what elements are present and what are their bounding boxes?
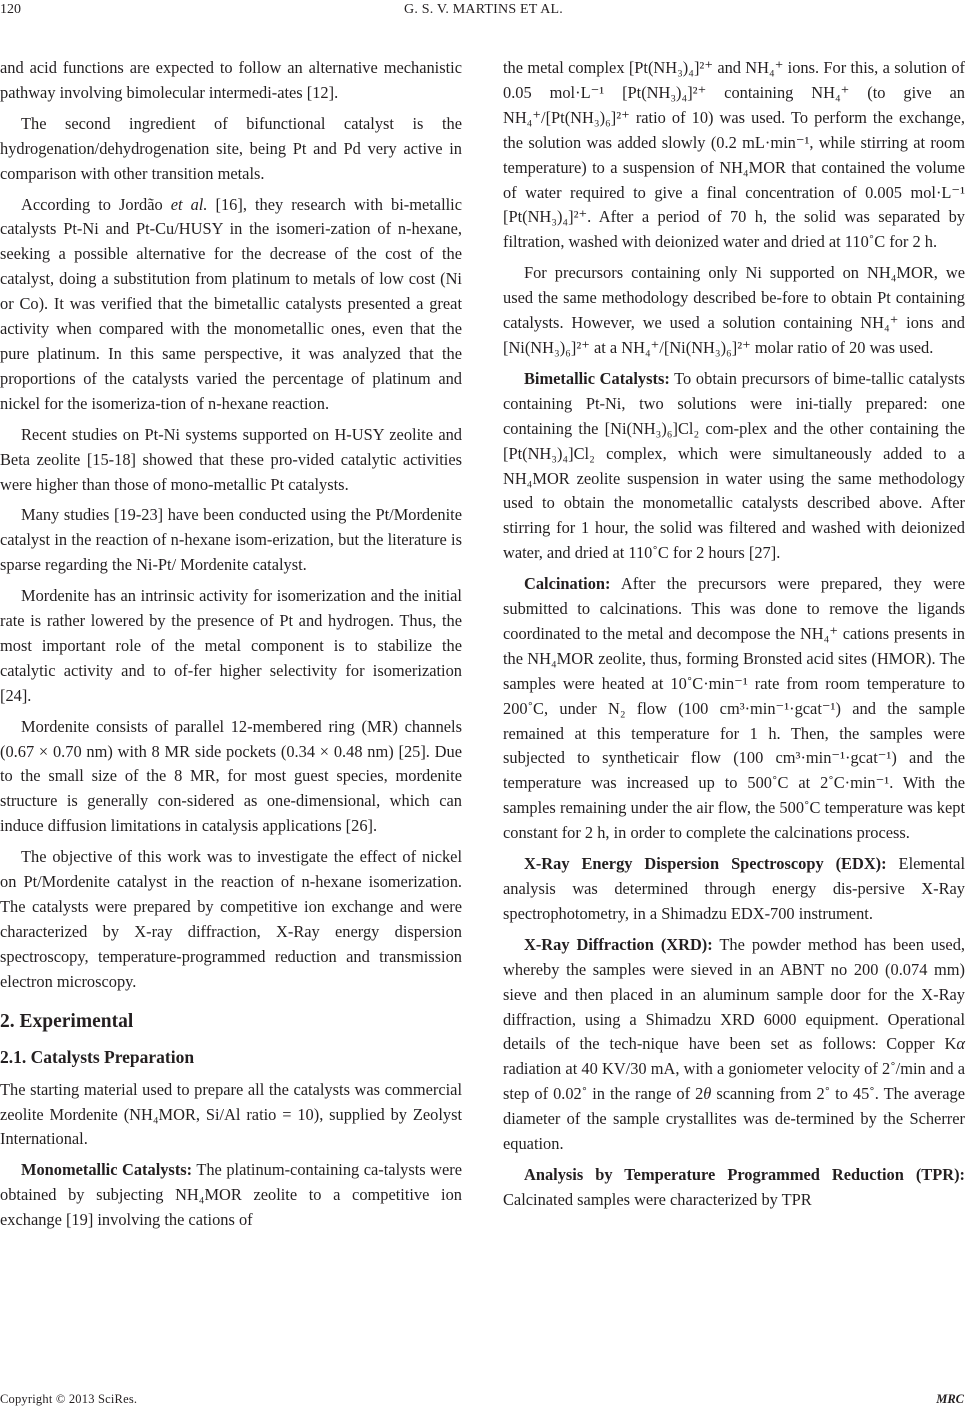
subsection-heading: 2.1. Catalysts Preparation	[0, 1046, 195, 1067]
paragraph-lead: X-Ray Energy Dispersion Spectroscopy (EDX):	[524, 854, 887, 874]
text-run: radiation at 40 KV/30 mA, with a goniometer velocity of 2˚/min and a step of 0.02˚ in the range of 2	[503, 1059, 965, 1104]
paragraph: Mordenite has an intrinsic activity for isomerization and the initial rate is rather lowered by the presence of Pt and hydrogen. Thus, the most important role of the metal component is to stabilize the catalytic activity and to of-fer higher selectivity for isomerization [24].	[0, 586, 462, 705]
section-heading: 2. Experimental	[0, 1010, 134, 1032]
paragraph	[503, 367, 965, 566]
text-run: scanning from 2˚ to 45˚. The average diameter of the sample crystallites was de-termined by the Scherrer equation.	[503, 1084, 966, 1154]
paragraph-lead: X-Ray Diffraction (XRD):	[524, 934, 713, 954]
paragraph: Recent studies on Pt-Ni systems supported on H-USY zeolite and Beta zeolite [15-18] showed that these pro-vided catalytic activities were higher than those of mono-metallic Pt catalysts.	[0, 424, 462, 494]
paragraph: and acid functions are expected to follow an alternative mechanistic pathway involving bimolecular intermedi-ates [12].	[0, 58, 462, 102]
text-run: The platinum-containing ca-talysts were obtained by subjecting NH₄MOR zeolite to a competitive ion exchange [19] involving the cations of	[0, 1160, 462, 1230]
paragraph	[503, 852, 965, 927]
paragraph-lead: Bimetallic Catalysts:	[524, 368, 670, 388]
paragraph	[503, 1163, 965, 1213]
paragraph-lead: Analysis by Temperature Programmed Reduction (TPR):	[524, 1164, 965, 1184]
journal-abbreviation: MRC	[936, 1392, 964, 1406]
text-run: After the precursors were prepared, they were submitted to calcinations. This was done to remove the ligands coordinated to the metal and decompose the NH₄⁺ cations presents in the NH₄MOR zeolite, thus, forming Bronsted acid sites (HMOR). The samples were heated at 10˚C·min⁻¹ rate from room temperature to 200˚C, under N₂ flow (100 cm³·min⁻¹·gcat⁻¹) and the sample remained at this temperature for 1 h. Then, the samples were subjected to syntheticair flow (100 cm³·min⁻¹·gcat⁻¹) and the temperature was increased up to 500˚C at 2˚C·min⁻¹. With the samples remaining under the air flow, the 500˚C temperature was kept constant for 2 h, in order to complete the calcinations process.	[503, 574, 965, 843]
paragraph	[0, 1158, 462, 1233]
left-column	[0, 56, 462, 1239]
paragraph-lead: Monometallic Catalysts:	[21, 1160, 193, 1180]
text-run: To obtain precursors of bime-tallic catalysts containing Pt-Ni, two solutions were ini-tially prepared: one containing the [Ni(NH₃)₆]Cl₂ com-plex and the other containing the [Pt(NH₃)₄]Cl₂ complex, which were simultaneously added to a NH₄MOR zeolite suspension in water using the same methodology used to obtain the monometallic catalysts described above. After stirring for 1 hour, the solid was filtered and washed with deionized water, and dried at 110˚C for 2 hours [27].	[503, 368, 965, 563]
paragraph: For precursors containing only Ni supported on NH₄MOR, we used the same methodology described be-fore to obtain Pt containing catalysts. However, we used a solution containing NH₄⁺ ions and [Ni(NH₃)₆]²⁺ at a NH₄⁺/[Ni(NH₃)₆]²⁺ molar ratio of 20 was used.	[503, 263, 965, 357]
paragraph: The objective of this work was to investigate the effect of nickel on Pt/Mordenite catalyst in the reaction of n-hexane isomerization. The catalysts were prepared by competitive ion exchange and were characterized by X-ray diffraction, X-Ray energy dispersion spectroscopy, temperature-programmed reduction and transmission electron microscopy.	[0, 847, 462, 991]
text-run: Elemental analysis was determined through energy dis-persive X-Ray spectrophotometry, in a Shimadzu EDX-700 instrument.	[503, 854, 965, 923]
copyright-notice: Copyright © 2013 SciRes.	[0, 1392, 138, 1406]
right-column	[503, 56, 965, 1219]
text-run: According to Jordão	[21, 194, 171, 214]
text-run: The powder method has been used, whereby the samples were sieved in an ABNT no 200 (0.074 mm) sieve and then placed in an aluminum sample door for the X-Ray diffraction, using a Shimadzu XRD 6000 equipment. Operational details of the tech-nique have been set as follows: Copper K	[503, 934, 965, 1054]
theta-symbol: θ	[703, 1084, 712, 1104]
paragraph	[0, 193, 462, 417]
paragraph: Mordenite consists of parallel 12-membered ring (MR) channels (0.67 × 0.70 nm) with 8 MR side pockets (0.34 × 0.48 nm) [25]. Due to the small size of the 8 MR, for most guest species, mordenite structure is generally con-sidered as one-dimensional, which can induce diffusion limitations in catalysis applications [26].	[0, 716, 462, 836]
paragraph-lead: Calcination:	[524, 574, 611, 594]
paragraph: the metal complex [Pt(NH₃)₄]²⁺ and NH₄⁺ ions. For this, a solution of 0.05 mol·L⁻¹ [Pt(NH₃)₄]²⁺ containing NH₄⁺ (to give an NH₄⁺/[Pt(NH₃)₆]²⁺ ratio of 10) was used. To perform the exchange, the solution was added slowly (0.2 mL·min⁻¹, while stirring at room temperature) to a suspension of NH₄MOR that contained the volume of water required to give a final concentration of 0.005 mol·L⁻¹ [Pt(NH₃)₄]²⁺. After a period of 70 h, the solid was separated by filtration, washed with deionized water and dried at 110˚C for 2 h.	[503, 58, 965, 252]
text-run: Calcinated samples were characterized by TPR	[503, 1189, 812, 1209]
text-run: [16], they research with bi-metallic catalysts Pt-Ni and Pt-Cu/HUSY in the isomeri-zation of n-hexane, seeking a possible alternative for the decrease of the cost of the catalyst, doing a substitution from platinum to metals of low cost (Ni or Co). It was verified that the bimetallic catalysts presented a great activity when compared with the monometallic ones, even that the pure platinum. In this same perspective, it was analyzed that the proportions of the catalysts varied the percentage of platinum and nickel for the isomeriza-tion of n-hexane reaction.	[0, 194, 463, 413]
paragraph	[503, 933, 965, 1157]
paragraph: Many studies [19-23] have been conducted using the Pt/Mordenite catalyst in the reaction of n-hexane isom-erization, but the literature is sparse regarding the Ni-Pt/ Mordenite catalyst.	[0, 505, 462, 575]
paragraph	[503, 572, 965, 846]
paragraph: The second ingredient of bifunctional catalyst is the hydrogenation/dehydrogenation site, being Pt and Pd very active in comparison with other transition metals.	[0, 113, 462, 183]
alpha-symbol: α	[956, 1034, 965, 1054]
et-al: et al.	[170, 194, 208, 214]
paragraph: The starting material used to prepare all the catalysts was commercial zeolite Mordenite (NH₄MOR, Si/Al ratio = 10), supplied by Zeolyst International.	[0, 1079, 462, 1149]
running-header: G. S. V. MARTINS ET AL.	[404, 2, 563, 17]
page-number: 120	[0, 2, 21, 17]
